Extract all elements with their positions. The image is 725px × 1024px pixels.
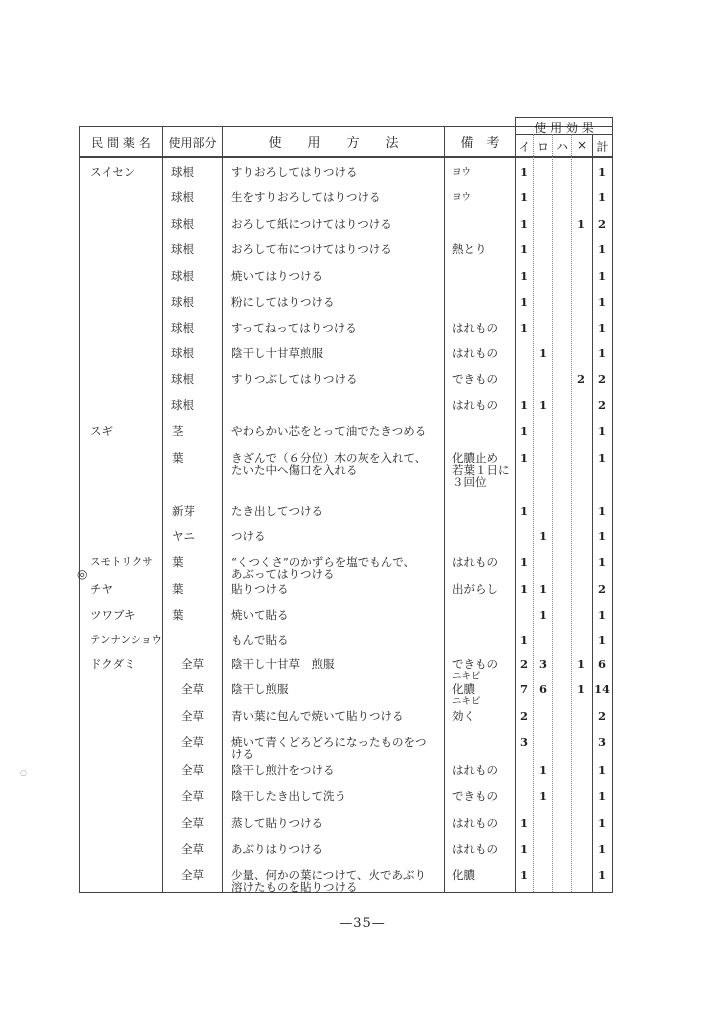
header-note: 備 考 [460,136,500,151]
row-count-total: 2 [597,217,606,231]
row-count-total: 3 [597,735,606,749]
row-count-i: 1 [519,816,528,830]
header-effect: 使 用 効 果 [534,121,594,135]
row-method-line: ける [231,747,254,761]
row-part: 球根 [171,321,194,335]
row-part: 全草 [181,709,204,723]
row-count-i: 1 [519,269,528,283]
row-count-x: 1 [576,217,585,231]
row-part: 全草 [181,682,204,696]
row-count-ro: 1 [538,789,547,803]
row-count-i: 1 [519,295,528,309]
row-method-line: 陰干し十甘草 煎服 [231,657,335,671]
row-note-line: 化膿 [452,868,475,882]
row-count-x: 1 [576,657,585,671]
row-count-ro: 1 [538,398,547,412]
row-method-line: 少量、何かの葉につけて、火であぶり [231,868,427,882]
row-count-total: 1 [597,789,606,803]
row-count-total: 2 [597,582,606,596]
col-divider-method [444,126,445,893]
row-count-total: 2 [597,709,606,723]
row-note-line: ヨウ [452,192,472,203]
row-method-line: 陰干し十甘草煎服 [231,346,323,360]
row-count-total: 14 [593,682,610,696]
row-count-ro: 1 [538,582,547,596]
header-col-total: 計 [596,140,609,154]
col-divider-total [592,134,593,893]
row-part: 葉 [172,555,184,569]
row-count-i: 1 [519,868,528,882]
col-divider-name [162,126,163,893]
row-method-line: 蒸して貼りつける [231,816,323,830]
row-note-line: 出がらし [452,582,498,596]
row-part: 球根 [171,346,194,360]
row-count-total: 2 [597,372,606,386]
row-method-line: あぶりはりつける [231,842,323,856]
row-part: 全草 [181,735,204,749]
row-method-line: “くつくさ”のかずらを塩でもんで、 [231,555,416,569]
row-note-line: はれもの [452,321,498,335]
row-method-line: あぶってはりつける [231,567,335,581]
row-count-total: 1 [597,633,606,647]
row-part: 球根 [171,217,194,231]
row-method-line: 貼りつける [231,582,289,596]
row-name: ドクダミ [90,657,136,671]
row-part: 球根 [171,295,194,309]
header-col-ha: ハ [555,140,568,154]
row-note-line: ヨウ [452,167,472,178]
row-count-i: 1 [519,633,528,647]
row-note-line: 化膿止め [452,451,498,465]
row-part: 全草 [181,789,204,803]
row-method-line: 青い葉に包んで焼いて貼りつける [231,709,404,723]
row-count-total: 1 [597,842,606,856]
row-part: 茎 [172,424,184,438]
row-count-total: 1 [597,868,606,882]
row-note-line: ニキビ [452,696,481,707]
row-count-x: 2 [576,372,585,386]
row-count-i: 1 [519,842,528,856]
row-count-i: 1 [519,242,528,256]
row-note-line: はれもの [452,555,498,569]
table-left-border [79,126,80,893]
row-note-line: はれもの [452,346,498,360]
row-method-line: もんで貼る [231,633,289,647]
effect-divider-2 [552,134,553,892]
header-col-i: イ [518,140,531,154]
row-note-line: 効く [452,709,475,723]
row-method-line: きざんで（６分位）木の灰を入れて、 [231,451,427,465]
row-count-total: 1 [597,242,606,256]
row-part: 全草 [181,816,204,830]
row-count-total: 1 [597,190,606,204]
row-method-line: 焼いて貼る [231,608,289,622]
row-part: 全草 [181,763,204,777]
row-count-total: 6 [597,657,606,671]
row-method-line: おろして紙につけてはりつける [231,217,392,231]
header-col-x: × [576,138,588,152]
row-note-line: ３回位 [452,475,487,489]
row-part: 球根 [171,242,194,256]
row-part: 球根 [171,398,194,412]
row-count-i: 1 [519,398,528,412]
row-count-i: 3 [519,735,528,749]
row-count-ro: 1 [538,529,547,543]
row-name: スモトリクサ [90,556,153,568]
row-count-i: 1 [519,217,528,231]
row-part: 球根 [171,165,194,179]
effect-header-top-border [515,117,612,118]
header-col-ro: ロ [536,140,549,154]
row-count-total: 1 [597,424,606,438]
row-method-line: すりつぶしてはりつける [231,372,358,386]
row-count-x: 1 [576,682,585,696]
row-method-line: おろして布につけてはりつける [231,242,392,256]
effect-divider-1 [533,134,534,892]
row-note-line: 熱とり [452,242,487,256]
row-part: 球根 [171,190,194,204]
row-part: 葉 [172,608,184,622]
header-name: 民 間 薬 名 [91,136,151,150]
row-count-total: 1 [597,816,606,830]
margin-speck: ○ [20,768,27,777]
row-method-line: 陰干し煎服 [231,682,289,696]
row-count-total: 2 [597,398,606,412]
row-note-line: できもの [452,372,498,386]
row-count-i: 1 [519,451,528,465]
row-count-total: 1 [597,165,606,179]
row-method-line: たいた中へ傷口を入れる [231,463,358,477]
row-count-total: 1 [597,451,606,465]
row-count-i: 2 [519,709,528,723]
row-count-total: 1 [597,608,606,622]
row-note-line: はれもの [452,763,498,777]
row-count-i: 1 [519,190,528,204]
row-note-line: はれもの [452,816,498,830]
row-note-line: できもの [452,789,498,803]
row-name: ツワブキ [90,608,136,622]
row-method-line: すってねってはりつける [231,321,357,335]
row-part: 球根 [171,372,194,386]
row-part: 葉 [172,451,184,465]
row-part: 球根 [171,269,194,283]
row-count-total: 1 [597,763,606,777]
row-count-ro: 6 [538,682,547,696]
row-count-total: 1 [597,504,606,518]
row-part: 全草 [181,657,204,671]
row-method-line: やわらかい芯をとって油でたきつめる [231,424,427,438]
row-count-total: 1 [597,295,606,309]
row-name: スギ [90,424,113,438]
row-count-total: 1 [597,269,606,283]
row-note-line: 化膿 [452,682,475,696]
row-method-line: 溶けたものを貼りつける [231,880,358,894]
row-name: スイセン [90,165,136,179]
row-method-line: 生をすりおろしてはりつける [231,190,381,204]
row-note-line: できもの [452,657,498,671]
row-count-total: 1 [597,555,606,569]
row-method-line: 焼いて青くどろどろになったものをつ [231,735,427,749]
row-name: チヤ [90,582,113,596]
row-count-i: 1 [519,165,528,179]
row-note-line: ニキビ [452,671,481,682]
row-count-i: 7 [519,682,528,696]
header-method: 使 用 方 法 [268,136,399,151]
effect-divider-3 [571,134,572,892]
header-part: 使用部分 [168,136,217,150]
table-right-border [612,117,613,893]
row-part: 新芽 [172,504,195,518]
page-number: —35— [339,916,386,931]
row-part: 葉 [172,582,184,596]
row-count-total: 1 [597,529,606,543]
row-count-ro: 3 [538,657,547,671]
row-method-line: 焼いてはりつける [231,269,323,283]
row-method-line: 粉にしてはりつける [231,295,335,309]
row-name: テンナンショウ [90,634,162,646]
row-count-ro: 1 [538,346,547,360]
col-divider-note [515,117,516,893]
row-method-line: 陰干し煎汁をつける [231,763,335,777]
row-note-line: はれもの [452,398,498,412]
row-count-total: 1 [597,346,606,360]
row-method-line: たき出してつける [231,504,323,518]
margin-mark: ◎ [77,567,88,581]
row-note-line: 若葉１日に [452,463,510,477]
row-part: 全草 [181,868,204,882]
row-count-total: 1 [597,321,606,335]
row-count-i: 1 [519,582,528,596]
row-part: 全草 [181,842,204,856]
row-method-line: 陰干したき出して洗う [231,789,346,803]
row-count-ro: 1 [538,763,547,777]
row-part: ヤニ [172,529,195,543]
row-method-line: つける [231,529,266,543]
row-count-i: 1 [519,424,528,438]
row-count-i: 1 [519,321,528,335]
row-method-line: すりおろしてはりつける [231,165,358,179]
row-count-ro: 1 [538,608,547,622]
row-note-line: はれもの [452,842,498,856]
row-count-i: 2 [519,657,528,671]
row-count-i: 1 [519,555,528,569]
col-divider-part [222,126,223,893]
row-count-i: 1 [519,504,528,518]
